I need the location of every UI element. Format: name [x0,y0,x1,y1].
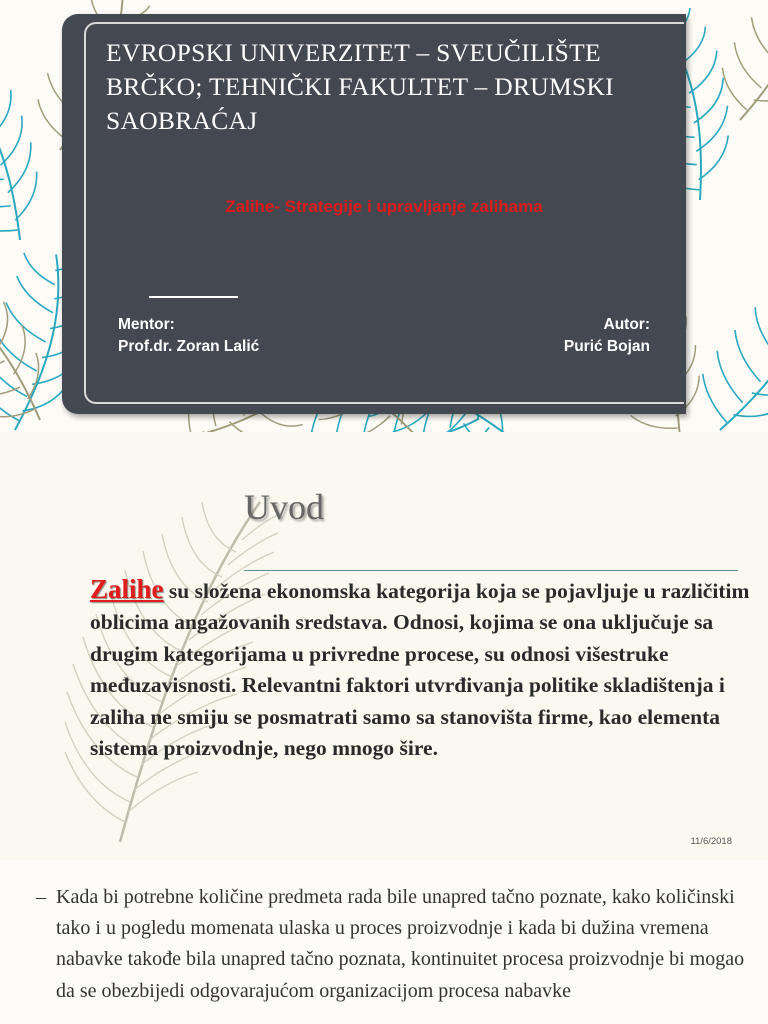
slide-date: 11/6/2018 [690,836,732,847]
bullet-marker: – [36,886,46,908]
mentor-label: Mentor: [118,316,175,333]
content-slide [0,860,768,1024]
section-heading: Uvod [244,487,324,527]
mentor-name: Prof.dr. Zoran Lalić [118,338,260,355]
title-slide [0,0,768,432]
slide-title: EVROPSKI UNIVERZITET – SVEUČILIŠTE BRČKO; TEHNIČKI FAKULTET – DRUMSKI SAOBRAĆAJ [106,38,614,135]
heading-underline [244,570,738,571]
bullet-item [36,882,748,1007]
intro-slide [0,432,768,860]
keyword-zalihe: Zalihe [90,574,164,604]
author-label: Autor: [603,316,650,333]
author-block [564,314,650,358]
intro-body-text: su složena ekonomska kategorija koja se pojavljuje u različitim oblicima angažovanih sredstava. Odnosi, kojima se ona uključuje sa drugim kategorijama u privredne procese, su odnosi višestruke međuzavisnosti. Relevantni faktori utvrđivanja politike skladištenja i zaliha ne smiju se posmatrati samo sa stanovišta firme, kao elementa sistema proizvodnje, nego mnogo šire. [90,579,750,761]
slide-subtitle: Zalihe- Strategije i upravljanje zalihama [225,197,543,216]
mentor-block [118,314,259,358]
intro-paragraph [90,574,750,764]
divider-line [149,296,238,298]
bullet-text: Kada bi potrebne količine predmeta rada bile unapred tačno poznate, kako količinski tako i u pogledu momenata ulaska u proces proizvodnje i kada bi dužina vremena nabavke takođe bila unapred tačno poznata, kontinuitet procesa proizvodnje bi mogao da se obezbijedi odgovarajućom organizacijom procesa nabavke [56,886,745,1002]
author-name: Purić Bojan [563,338,650,355]
